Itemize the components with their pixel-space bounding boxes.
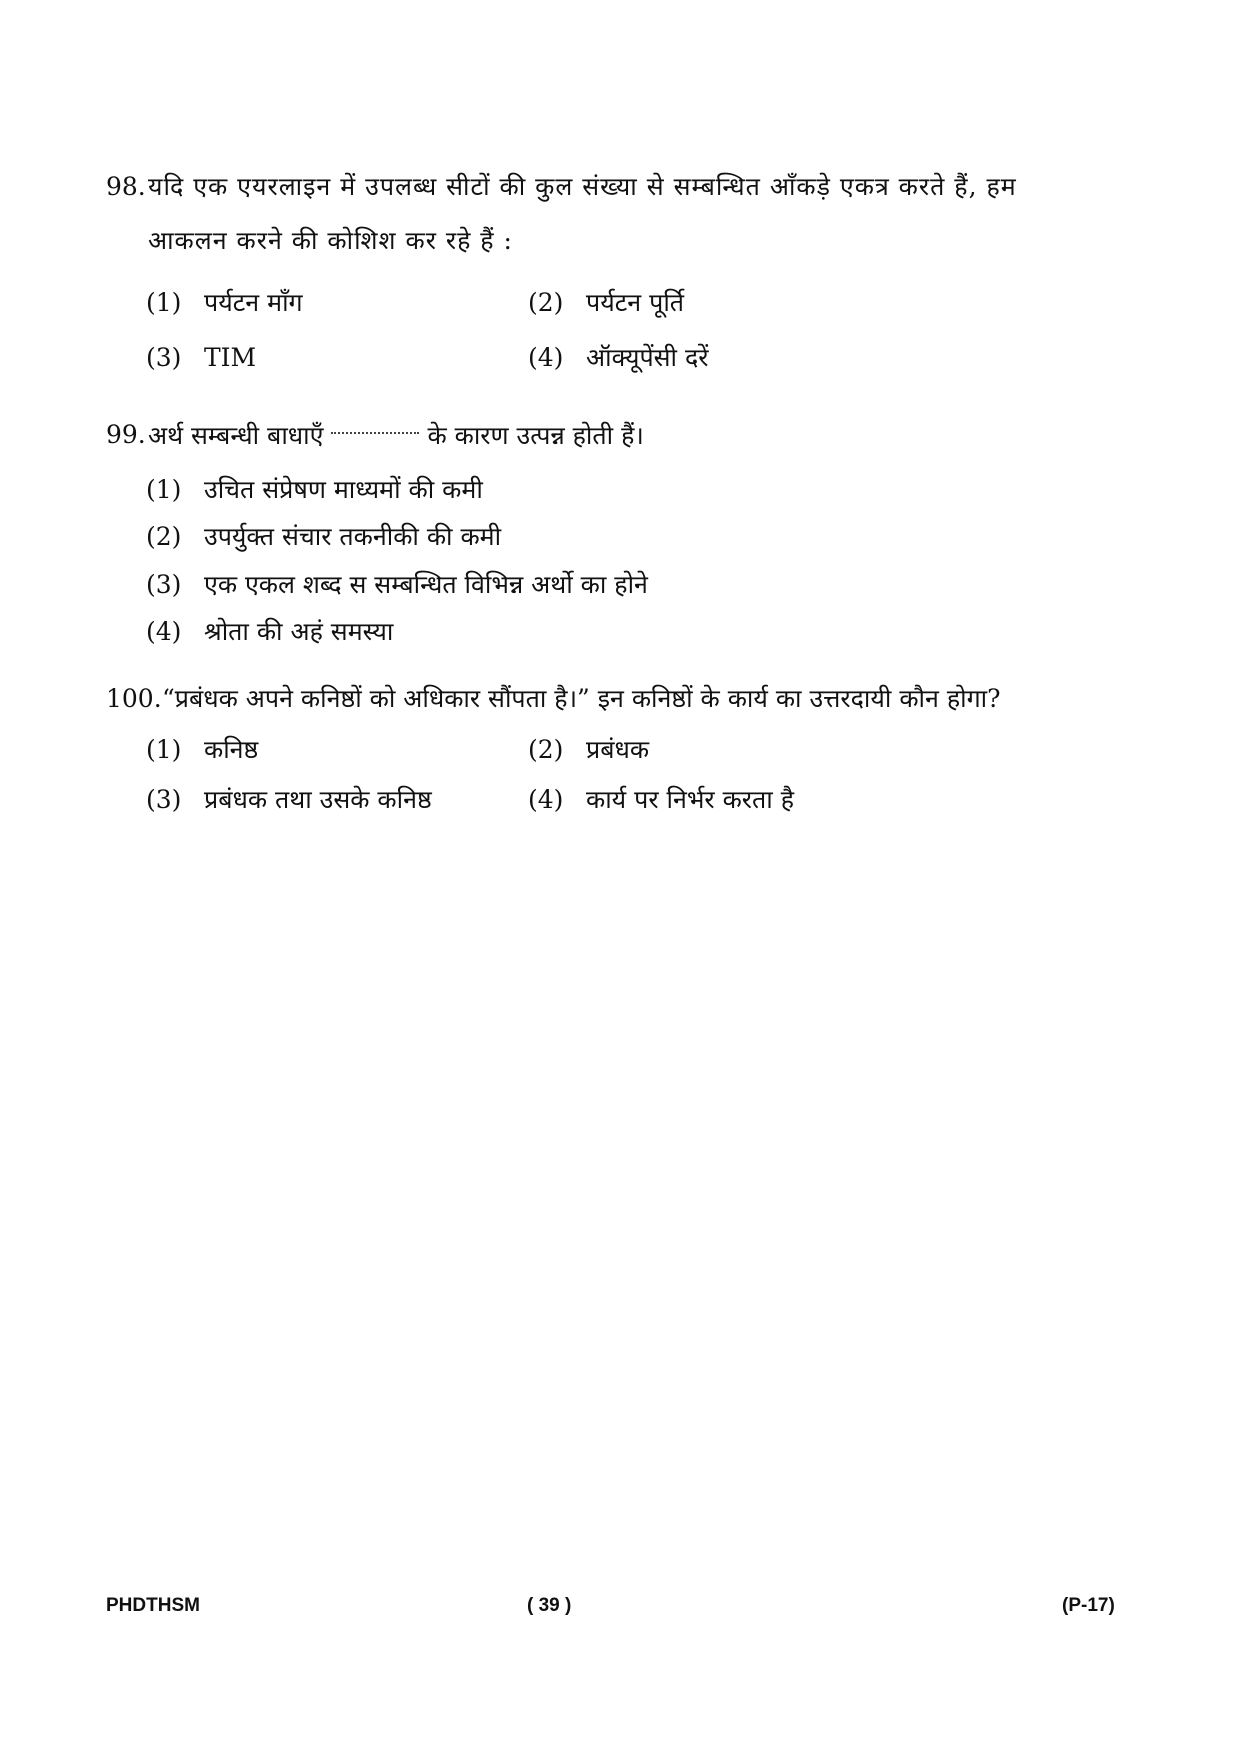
option-98-4 <box>528 343 708 373</box>
option-98-3 <box>146 343 256 373</box>
question-100 <box>106 684 1146 714</box>
option-100-2 <box>528 735 649 765</box>
option-number: (4) <box>528 343 564 372</box>
option-99-4 <box>146 617 393 647</box>
paper-code: (P-17) <box>1062 1595 1115 1616</box>
option-text: पर्यटन माँग <box>204 288 303 317</box>
option-99-1 <box>146 475 483 505</box>
option-number: (1) <box>146 475 182 504</box>
option-100-4 <box>528 785 794 815</box>
question-98-continuation <box>106 226 1146 256</box>
option-99-2 <box>146 522 501 552</box>
option-number: (2) <box>528 288 564 317</box>
question-text-before-blank: अर्थ सम्बन्धी बाधाएँ <box>148 421 324 450</box>
option-text: प्रबंधक <box>586 735 650 764</box>
page-number: ( 39 ) <box>527 1595 572 1616</box>
option-text: एक एकल शब्द स सम्बन्धित विभिन्न अर्थो का होने <box>204 570 648 599</box>
fill-in-blank <box>331 420 419 434</box>
option-number: (1) <box>146 288 182 317</box>
option-number: (4) <box>528 785 564 814</box>
option-text: कार्य पर निर्भर करता है <box>586 785 794 814</box>
question-number: 99. <box>106 420 146 449</box>
option-number: (3) <box>146 343 182 372</box>
option-number: (3) <box>146 785 182 814</box>
option-text: TIM <box>204 343 257 372</box>
question-text-after-blank: के कारण उत्पन्न होती हैं। <box>427 421 644 450</box>
option-100-3 <box>146 785 432 815</box>
option-text: प्रबंधक तथा उसके कनिष्ठ <box>204 785 432 814</box>
question-text-line-1: यदि एक एयरलाइन में उपलब्ध सीटों की कुल संख्या से सम्बन्धित आँकड़े एकत्र करते हैं, हम <box>148 172 1017 201</box>
option-number: (3) <box>146 570 182 599</box>
option-text: उचित संप्रेषण माध्यमों की कमी <box>204 475 483 504</box>
option-98-1 <box>146 288 303 318</box>
option-text: उपर्युक्त संचार तकनीकी की कमी <box>204 522 502 551</box>
footer-code: PHDTHSM <box>106 1595 200 1616</box>
question-number: 100. <box>106 684 162 713</box>
option-text: ऑक्यूपेंसी दरें <box>586 343 709 372</box>
option-number: (2) <box>146 522 182 551</box>
option-98-2 <box>528 288 684 318</box>
option-text: पर्यटन पूर्ति <box>586 288 685 317</box>
question-text-line-2: आकलन करने की कोशिश कर रहे हैं : <box>148 226 513 255</box>
option-text: कनिष्ठ <box>204 735 259 764</box>
option-number: (1) <box>146 735 182 764</box>
option-text: श्रोता की अहं समस्या <box>204 617 394 646</box>
option-99-3 <box>146 570 648 600</box>
question-98 <box>106 172 1146 202</box>
option-100-1 <box>146 735 258 765</box>
question-text: “प्रबंधक अपने कनिष्ठों को अधिकार सौंपता है।” इन कनिष्ठों के कार्य का उत्तरदायी कौन होगा? <box>162 684 1001 713</box>
option-number: (2) <box>528 735 564 764</box>
question-text <box>148 420 1146 451</box>
question-99 <box>106 420 1146 451</box>
question-number: 98. <box>106 172 146 201</box>
option-number: (4) <box>146 617 182 646</box>
